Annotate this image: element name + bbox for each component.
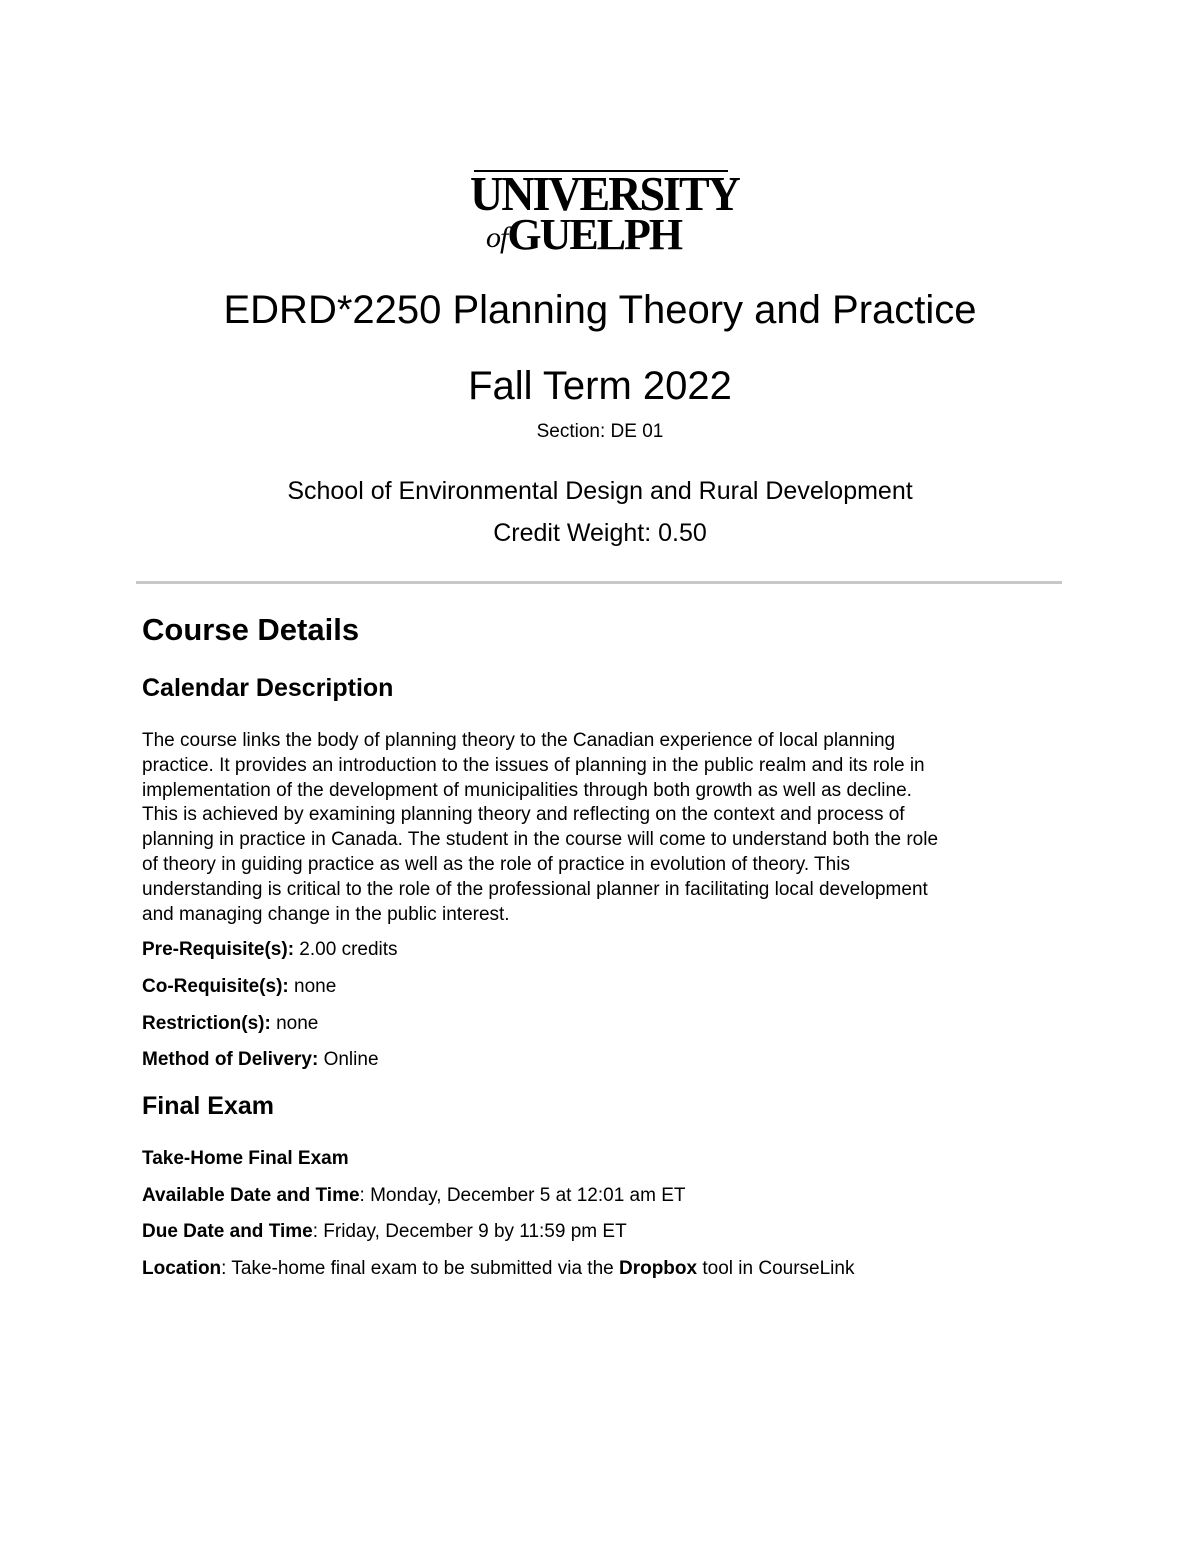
logo-of: of [486, 221, 508, 254]
delivery-method-label: Method of Delivery: [142, 1049, 319, 1070]
exam-location [142, 1257, 854, 1281]
exam-due [142, 1220, 627, 1244]
logo-guelph: GUELPH [507, 210, 682, 259]
corequisites [142, 975, 336, 999]
corequisites-value: none [288, 976, 337, 997]
restrictions-label: Restriction(s): [142, 1013, 271, 1034]
final-exam-heading: Final Exam [142, 1092, 274, 1120]
description-line: This is achieved by examining planning theory and reflecting on the context and process of [142, 804, 905, 826]
restrictions [142, 1012, 318, 1036]
university-logo [470, 166, 739, 260]
exam-available-label: Available Date and Time [142, 1185, 360, 1206]
course-section: Section: DE 01 [536, 421, 664, 442]
header-divider [136, 581, 1062, 584]
description-line: understanding is critical to the role of the professional planner in facilitating local development [142, 878, 928, 900]
description-line: implementation of the development of municipalities through both growth as well as decline. [142, 779, 912, 801]
delivery-method [142, 1048, 379, 1072]
course-title: EDRD*2250 Planning Theory and Practice [223, 288, 977, 332]
description-line: practice. It provides an introduction to the issues of planning in the public realm and its role in [142, 754, 925, 776]
exam-location-value: : Take-home final exam to be submitted via the [221, 1258, 619, 1279]
prerequisites-label: Pre-Requisite(s): [142, 939, 295, 960]
exam-location-value-end: tool in CourseLink [697, 1258, 855, 1279]
course-term: Fall Term 2022 [468, 364, 732, 408]
logo-line-guelph [486, 212, 681, 261]
school-name: School of Environmental Design and Rural Development [287, 477, 913, 505]
restrictions-value: none [270, 1013, 319, 1034]
calendar-description [142, 729, 1062, 927]
dropbox-tool-name: Dropbox [618, 1258, 698, 1279]
prerequisites-value: 2.00 credits [294, 939, 398, 960]
prerequisites [142, 938, 398, 962]
credit-weight: Credit Weight: 0.50 [493, 519, 707, 547]
description-line: and managing change in the public interest. [142, 903, 510, 925]
description-line: The course links the body of planning theory to the Canadian experience of local planning [142, 730, 896, 751]
description-line: planning in practice in Canada. The student in the course will come to understand both the role [142, 829, 939, 851]
exam-due-value: : Friday, December 9 by 11:59 pm ET [312, 1221, 627, 1242]
exam-due-label: Due Date and Time [142, 1221, 313, 1242]
corequisites-label: Co-Requisite(s): [142, 976, 289, 997]
exam-location-label: Location [142, 1258, 222, 1279]
course-details-heading: Course Details [142, 612, 360, 647]
description-line: of theory in guiding practice as well as the role of practice in evolution of theory. This [142, 853, 850, 875]
logo-line-university: UNIVERSITY [470, 166, 739, 221]
calendar-description-heading: Calendar Description [142, 674, 394, 702]
exam-type: Take-Home Final Exam [142, 1148, 349, 1169]
exam-available [142, 1184, 686, 1208]
exam-available-value: : Monday, December 5 at 12:01 am ET [359, 1185, 686, 1206]
delivery-method-value: Online [318, 1049, 379, 1070]
